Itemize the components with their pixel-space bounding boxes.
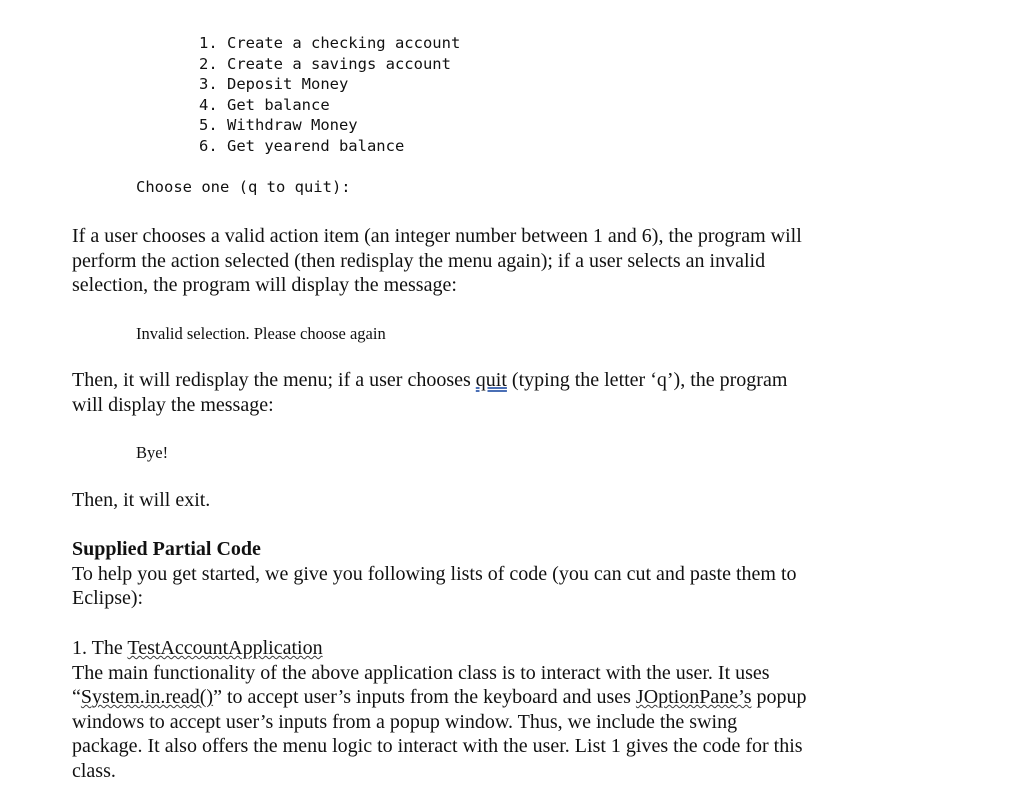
paragraph-line: “System.in.read()” to accept user’s inputs from the keyboard and uses JOptionPane’s popup [72,686,807,708]
test-account-application-section [72,636,922,783]
bye-message: Bye! [136,443,169,462]
code-reference: System.in.read() [80,686,214,708]
menu-item: 4. Get balance [199,95,330,114]
paragraph-line: The main functionality of the above application class is to interact with the user. It uses [72,661,770,684]
supplied-code-section [72,537,922,611]
code-reference: JOptionPane’s [635,686,752,708]
paragraph-line: To help you get started, we give you following lists of code (you can cut and paste them to [72,562,797,585]
menu-item: 5. Withdraw Money [199,116,358,135]
section-heading: Supplied Partial Code [72,538,261,560]
paragraph-line: selection, the program will display the message: [72,274,457,296]
paragraph-line: windows to accept user’s inputs from a popup window. Thus, we include the swing [72,710,738,733]
exit-paragraph: Then, it will exit. [72,489,211,511]
menu-list [199,33,460,157]
quit-paragraph [72,368,922,417]
subsection-title: 1. The TestAccountApplication [72,637,323,659]
paragraph-line: class. [72,759,116,782]
paragraph-line: Then, it will redisplay the menu; if a user chooses quit (typing the letter ‘q’), the program [72,369,788,391]
menu-item: 6. Get yearend balance [199,136,405,155]
menu-item: 1. Create a checking account [199,34,461,52]
paragraph-line: will display the message: [72,393,274,416]
menu-prompt: Choose one (q to quit): [136,178,351,196]
paragraph-line: Eclipse): [72,587,144,609]
quit-link[interactable]: quit [475,369,507,391]
menu-item: 2. Create a savings account [199,54,451,73]
class-name: TestAccountApplication [127,637,323,659]
paragraph-line: If a user chooses a valid action item (an integer number between 1 and 6), the program will [72,225,802,247]
paragraph-line: perform the action selected (then redisplay the menu again); if a user selects an invalid [72,249,766,272]
paragraph-line: package. It also offers the menu logic to interact with the user. List 1 gives the code for this [72,735,803,757]
valid-action-paragraph [72,224,922,298]
invalid-selection-message: Invalid selection. Please choose again [136,324,386,343]
menu-item: 3. Deposit Money [199,75,349,94]
